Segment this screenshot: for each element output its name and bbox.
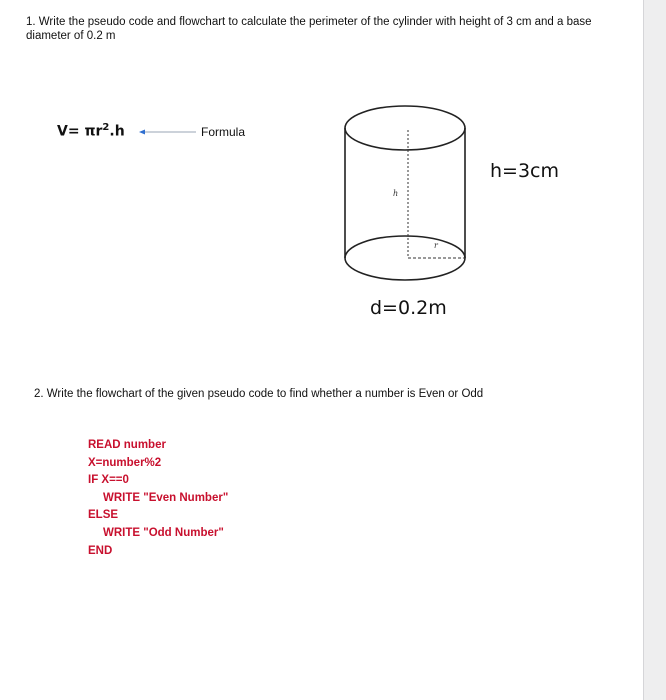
code-line: IF X==0 [88, 474, 129, 487]
code-line: WRITE "Even Number" [103, 491, 229, 504]
formula-exponent: 2 [102, 122, 110, 133]
formula-label: Formula [201, 125, 246, 139]
pseudocode-block [88, 437, 228, 560]
code-line: X=number%2 [88, 456, 162, 469]
cylinder-bottom-back [345, 236, 465, 258]
code-line: ELSE [88, 509, 119, 522]
height-label: h=3cm [490, 160, 560, 182]
radius-small-label: r [434, 241, 438, 250]
question-2-text: 2. Write the flowchart of the given pseudo code to find whether a number is Even or Odd [34, 388, 484, 400]
cylinder-diagram [340, 100, 480, 300]
code-line: READ number [88, 439, 166, 451]
volume-formula [57, 122, 125, 140]
code-line: WRITE "Odd Number" [103, 526, 224, 539]
formula-lhs: V= πr [57, 123, 103, 140]
cylinder-top-ellipse [345, 106, 465, 150]
question-1-text: 1. Write the pseudo code and flowchart to calculate the perimeter of the cylinder with height of 3 cm and a base diameter of 0.2 m [26, 16, 592, 42]
code-line: END [88, 544, 113, 557]
formula-rhs: .h [109, 123, 125, 140]
diameter-label: d=0.2m [370, 297, 447, 319]
height-small-label: h [393, 189, 399, 198]
formula-arrow-icon [138, 127, 198, 137]
cylinder-bottom-front [345, 258, 465, 280]
